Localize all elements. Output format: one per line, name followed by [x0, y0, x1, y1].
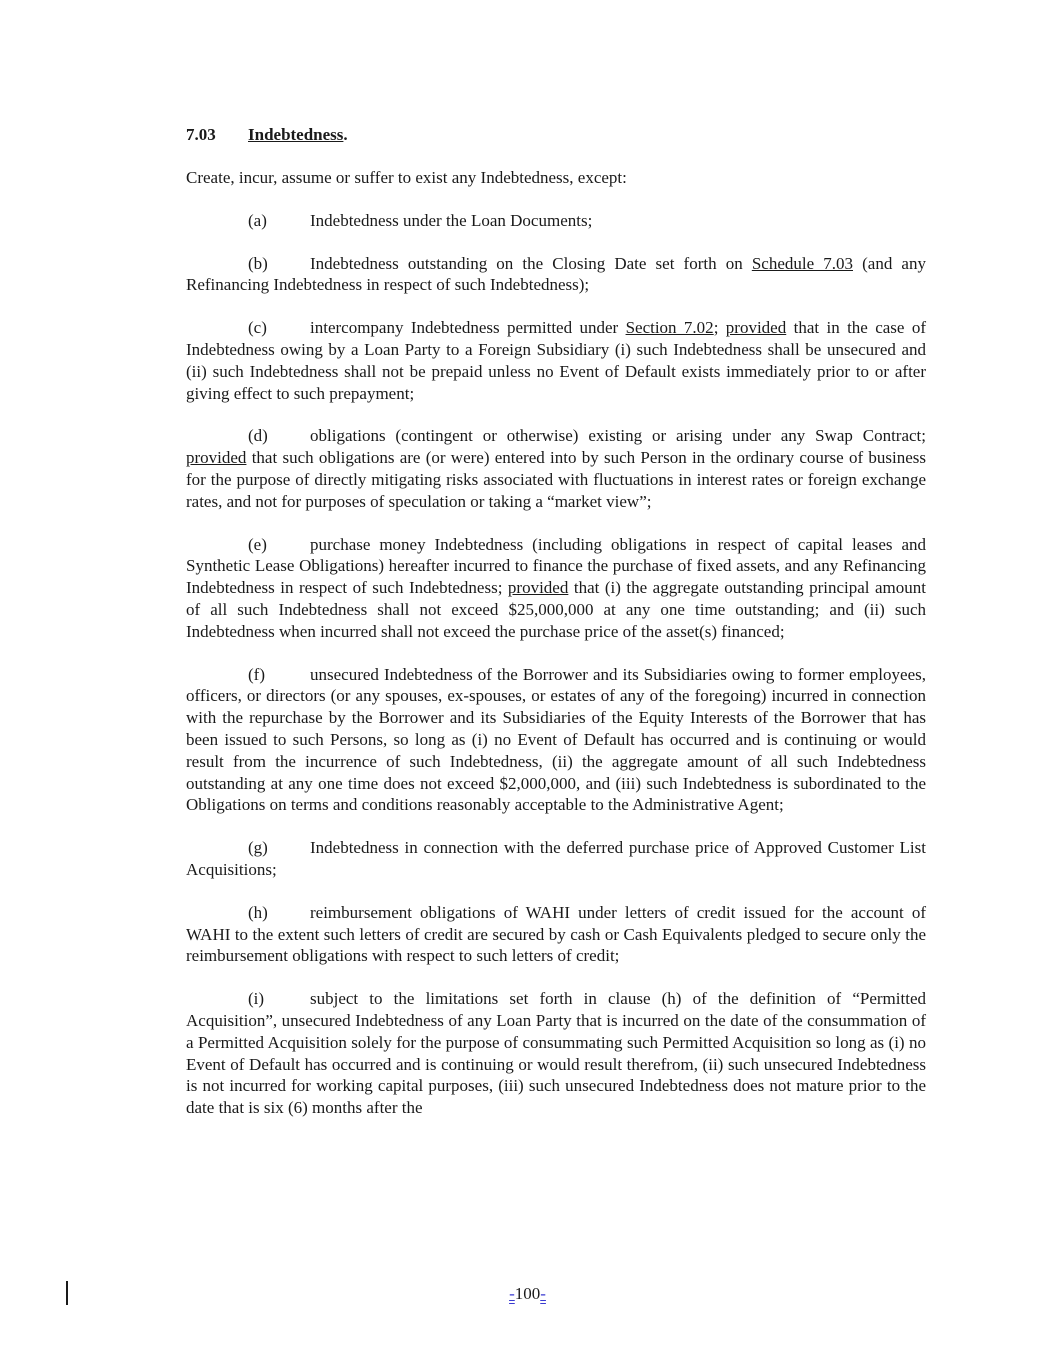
- clause-text: unsecured Indebtedness of the Borrower and its Subsidiaries owing to former employees, officers, or directors (or any spouses, ex-spouses, or estates of any of the foregoing) incurred in connection with the repurchase by the Borrower and its Subsidiaries of the Equity Interests of the Borrower that has been issued to such Persons, so long as (i) no Event of Default has occurred and is continuing or would result from the incurrence of such Indebtedness, (ii) the aggregate amount of all such Indebtedness outstanding at any one time does not exceed $2,000,000, and (iii) such Indebtedness is subordinated to the Obligations on terms and conditions reasonably acceptable to the Administrative Agent;: [186, 664, 926, 815]
- section-title: Indebtedness: [248, 125, 344, 144]
- clause-text: purchase money Indebtedness (including obligations in respect of capital leases and Synthetic Lease Obligations) hereafter incurred to finance the purchase of fixed assets, and any Refinancing Indebtedness in respect of such Indebtedness;: [186, 534, 926, 598]
- section-number: 7.03: [186, 125, 216, 144]
- clause-text: Indebtedness in connection with the deferred purchase price of Approved Customer List Acquisitions;: [186, 838, 926, 879]
- clause-text: (and any Refinancing Indebtedness in respect of such Indebtedness);: [186, 253, 926, 295]
- clause-b: [186, 253, 926, 297]
- clause-text: Indebtedness under the Loan Documents;: [310, 210, 593, 230]
- section-title-suffix: .: [343, 125, 348, 144]
- clause-a: [186, 210, 926, 232]
- proviso-term: provided: [186, 448, 247, 468]
- clause-label: (d): [248, 426, 268, 446]
- clause-text: that such obligations are (or were) entered into by such Person in the ordinary course of business for the purpose of directly mitigating risks associated with fluctuations in interest rates or foreign exchange rates, and not for purposes of speculation or taking a “market view”;: [186, 448, 926, 511]
- proviso-term: provided: [725, 318, 787, 338]
- clause-text: reimbursement obligations of WAHI under letters of credit issued for the account of WAHI to the extent such letters of credit are secured by cash or Cash Equivalents pledged to secure only the reimbursement obligations with respect to such letters of credit;: [186, 902, 926, 966]
- clause-c: [186, 317, 926, 404]
- clause-text: intercompany Indebtedness permitted under: [310, 318, 626, 338]
- clause-text: subject to the limitations set forth in clause (h) of the definition of “Permitted Acquisition”, unsecured Indebtedness of any Loan Party that is incurred on the date of the consummation of a Permitted Acquisition solely for the purpose of consummating such Permitted Acquisition so long as (i) no Event of Default has occurred and is continuing or would result therefrom, (ii) such unsecured Indebtedness is not incurred for working capital purposes, (iii) such unsecured Indebtedness does not mature prior to the date that is six (6) months after the: [186, 989, 926, 1118]
- clause-label: (e): [248, 534, 267, 554]
- page-number: 100: [514, 1284, 541, 1303]
- clause-label: (a): [248, 210, 267, 230]
- schedule-reference-link: Schedule 7.03: [751, 253, 853, 273]
- clause-label: (g): [248, 838, 268, 858]
- document-body: [186, 124, 926, 1140]
- clause-h: [186, 902, 926, 967]
- page-number-dash-left: -: [509, 1284, 515, 1303]
- clause-text: ;: [713, 318, 726, 338]
- page-footer: [0, 1284, 1055, 1304]
- section-heading: [186, 124, 926, 146]
- clause-g: [186, 837, 926, 881]
- lead-paragraph: Create, incur, assume or suffer to exist any Indebtedness, except:: [186, 168, 627, 187]
- clause-label: (h): [248, 902, 268, 922]
- clause-label: (f): [248, 664, 265, 684]
- page-number-dash-right: -: [540, 1284, 546, 1303]
- clause-f: [186, 664, 926, 817]
- proviso-term: provided: [507, 578, 569, 598]
- clause-e: [186, 534, 926, 643]
- clause-d: [186, 425, 926, 512]
- clause-label: (b): [248, 253, 268, 273]
- clause-text: obligations (contingent or otherwise) existing or arising under any Swap Contract;: [310, 426, 926, 446]
- clause-text: that in the case of Indebtedness owing by a Loan Party to a Foreign Subsidiary (i) such Indebtedness shall be unsecured and (ii) such Indebtedness shall not be prepaid unless no Event of Default exists immediately prior to or after giving effect to such prepayment;: [186, 318, 926, 403]
- clause-text: Indebtedness outstanding on the Closing Date set forth on: [310, 253, 752, 273]
- section-reference-link: Section 7.02: [625, 318, 714, 338]
- clause-text: that (i) the aggregate outstanding principal amount of all such Indebtedness shall not exceed $25,000,000 at any one time outstanding; and (ii) such Indebtedness when incurred shall not exceed the purchase price of the asset(s) financed;: [186, 578, 926, 641]
- clause-label: (c): [248, 318, 267, 338]
- clause-i: [186, 988, 926, 1119]
- clause-label: (i): [248, 989, 265, 1009]
